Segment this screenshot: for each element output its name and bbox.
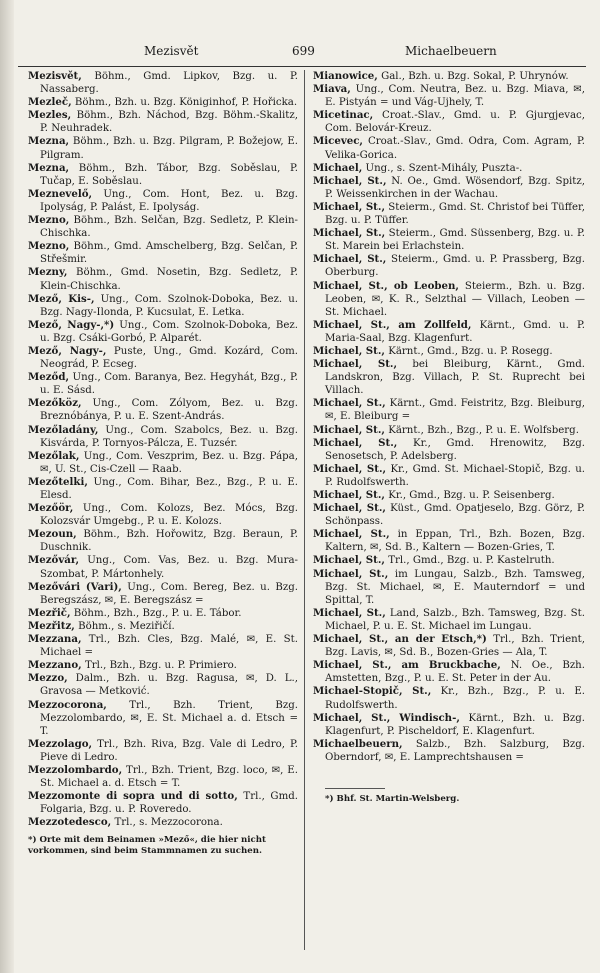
left-column xyxy=(28,70,298,857)
entry-headword: Mező, Kis-, xyxy=(28,292,95,305)
entry-headword: Michael-Stopič, St., xyxy=(313,685,432,698)
entry-description: Trl., Gmd., Bzg. u. P. Kastelruth. xyxy=(388,555,555,567)
entry-description: Salzb., Bzh. Salzburg, Bzg. Oberndorf, ✉, E. Lamprechtshausen = xyxy=(325,738,585,763)
entry-headword: Mezőör, xyxy=(28,502,74,515)
entry-headword: Mezzomonte di sopra und di sotto, xyxy=(28,790,238,803)
entry-description: Ung., Com. Vas, Bez. u. Bzg. Mura-Szombat, P. Mártonhely. xyxy=(40,555,298,580)
entry-description: bei Bleiburg, Kärnt., Gmd. Landskron, Bzg. Villach, P. St. Ruprecht bei Villach. xyxy=(325,359,585,397)
entry-description: Böhm., Bzh., Bzg., P. u. E. Tábor. xyxy=(73,607,242,619)
gazetteer-entry xyxy=(28,607,298,620)
entry-headword: Michael, St., xyxy=(313,227,386,240)
gazetteer-entry xyxy=(313,175,585,201)
entry-description: Steierm., Gmd. St. Christof bei Tüffer, Bzg. u. P. Tüffer. xyxy=(325,201,585,227)
entry-headword: Michael, St., xyxy=(313,200,385,213)
entry-headword: Mezleč, xyxy=(28,96,72,109)
entry-headword: Meznevelő, xyxy=(28,187,93,200)
entry-headword: Michael, St., xyxy=(313,528,390,541)
gazetteer-entry xyxy=(313,424,585,437)
gazetteer-entry xyxy=(28,764,298,790)
gazetteer-entry xyxy=(28,188,298,214)
entry-headword: Miava, xyxy=(313,83,351,96)
entry-description: im Lungau, Salzb., Bzh. Tamsweg, Bzg. St. Michael, ✉, E. Mauterndorf = und Spittal, T. xyxy=(325,568,585,606)
footnote xyxy=(28,835,298,856)
gazetteer-entry xyxy=(313,135,585,161)
entry-headword: Mezzo, xyxy=(28,672,68,685)
entry-headword: Mező, Nagy-, xyxy=(28,344,107,357)
entry-description: Trl., Gmd. Folgaria, Bzg. u. P. Roveredo. xyxy=(40,791,298,816)
entry-description: Böhm., Bzh. Hořowitz, Bzg. Beraun, P. Duschnik. xyxy=(40,529,298,554)
entry-headword: Michael, St., xyxy=(313,358,398,371)
entry-description: Böhm., Gmd. Lipkov, Bzg. u. P. Nassaberg. xyxy=(40,71,298,96)
gazetteer-entry xyxy=(28,371,298,397)
entry-headword: Michael, St., an der Etsch,*) xyxy=(313,633,487,646)
page-number: 699 xyxy=(292,44,315,58)
gazetteer-entry xyxy=(313,712,585,738)
entry-description: Gal., Bzh. u. Bzg. Sokal, P. Uhrynów. xyxy=(381,71,569,82)
entry-description: Steierm., Gmd. u. P. Prassberg, Bzg. Oberburg. xyxy=(325,254,585,279)
entry-headword: Mezny, xyxy=(28,266,68,279)
entry-headword: Mezőlak, xyxy=(28,449,80,462)
entry-headword: Michael, St., xyxy=(313,502,386,515)
entry-headword: Micevec, xyxy=(313,135,363,148)
entry-description: Kärnt., Bzh., Bzg., P. u. E. Wolfsberg. xyxy=(388,424,579,436)
footnote-text: *) Orte mit dem Beinamen »Mező«, die hier nicht vorkommen, sind beim Stammnamen zu suchen. xyxy=(28,835,267,857)
gazetteer-entry xyxy=(313,437,585,463)
entry-headword: Michael, St., xyxy=(313,397,386,410)
gazetteer-entry xyxy=(28,620,298,633)
gazetteer-entry xyxy=(28,659,298,672)
entry-description: Trl., Bzh. Riva, Bzg. Vale di Ledro, P. Pieve di Ledro. xyxy=(40,738,298,763)
gazetteer-entry xyxy=(313,280,585,319)
entry-description: Ung., Com. Szolnok-Doboka, Bez. u. Bzg. Csáki-Gorbó, P. Alparét. xyxy=(40,319,299,344)
gazetteer-entry xyxy=(313,227,585,253)
gazetteer-entry xyxy=(313,528,585,554)
gazetteer-entry xyxy=(28,214,298,240)
entry-headword: Mezřitz, xyxy=(28,619,75,632)
entry-description: Ung., Com. Hont, Bez. u. Bzg. Ipolyság, P. Palást, E. Ipolyság. xyxy=(40,188,298,213)
entry-description: Croat.-Slav., Gmd. Odra, Com. Agram, P. Velika-Gorica. xyxy=(325,136,585,161)
gazetteer-entry xyxy=(28,240,298,266)
gazetteer-entry xyxy=(313,554,585,567)
gazetteer-entry xyxy=(313,201,585,227)
gazetteer-entry xyxy=(28,345,298,371)
entry-description: Böhm., Gmd. Amschelberg, Bzg. Selčan, P. Střešmir. xyxy=(40,241,298,266)
entry-description: Kr., Gmd., Bzg. u. P. Seisenberg. xyxy=(388,490,555,501)
right-column xyxy=(313,70,585,806)
gazetteer-entry xyxy=(28,266,298,292)
gazetteer-entry xyxy=(28,424,298,450)
gazetteer-entry xyxy=(28,738,298,764)
entry-description: Kr., Gmd. St. Michael-Stopič, Bzg. u. P. Rudolfswerth. xyxy=(325,463,585,488)
entry-description: in Eppan, Trl., Bzh. Bozen, Bzg. Kaltern, ✉, Sd. B., Kaltern — Bozen-Gries, T. xyxy=(325,529,585,554)
entry-headword: Michael, St., xyxy=(313,606,386,619)
entry-headword: Mező, Nagy-,*) xyxy=(28,318,115,331)
entry-description: Puste, Ung., Gmd. Kozárd, Com. Neográd, P. Ecseg. xyxy=(40,345,298,371)
entry-headword: Michael, St., xyxy=(313,436,398,449)
entry-headword: Mezzotedesco, xyxy=(28,816,112,829)
gazetteer-entry xyxy=(28,528,298,554)
gazetteer-entry xyxy=(313,358,585,397)
entry-headword: Michael, St., xyxy=(313,489,385,501)
entry-description: N. Oe., Bzh. Amstetten, Bzg., P. u. E. St. Peter in der Au. xyxy=(325,660,585,685)
header-right-catchword: Michaelbeuern xyxy=(405,44,497,58)
entry-description: Trl., Bzh. Trient, Bzg. Mezzolombardo, ✉, E. St. Michael a. d. Etsch = T. xyxy=(40,699,298,737)
entry-headword: Mezőladány, xyxy=(28,423,99,436)
gazetteer-entry xyxy=(313,397,585,423)
entry-headword: Michael, St., xyxy=(313,462,387,475)
entry-description: Ung., Com. Szabolcs, Bez. u. Bzg. Kisvárda, P. Tornyos-Pálcza, E. Tuzsér. xyxy=(40,424,299,449)
entry-description: Kr., Bzh., Bzg., P. u. E. Rudolfswerth. xyxy=(325,686,585,711)
entry-description: Trl., Bzh. Trient, Bzg. Lavis, ✉, Sd. B., Bozen-Gries — Ala, T. xyxy=(325,634,585,659)
entry-description: Kärnt., Gmd., Bzg. u. P. Rosegg. xyxy=(388,345,553,357)
gazetteer-entry xyxy=(28,293,298,319)
entry-headword: Mezővár, xyxy=(28,554,80,567)
entry-headword: Michael, St., xyxy=(313,423,385,436)
entry-headword: Mezles, xyxy=(28,109,72,122)
entry-headword: Mezisvět, xyxy=(28,70,82,82)
gazetteer-entry xyxy=(313,253,585,279)
gazetteer-entry xyxy=(28,699,298,738)
entry-headword: Mezzolago, xyxy=(28,737,93,750)
gazetteer-entry xyxy=(28,476,298,502)
entry-description: Ung., Com. Bereg, Bez. u. Bzg. Beregszász, ✉, E. Beregszász = xyxy=(40,581,299,606)
entry-headword: Mezno, xyxy=(28,240,70,253)
entry-headword: Michael, St., xyxy=(313,253,387,266)
gazetteer-entry xyxy=(313,345,585,358)
entry-headword: Mezzano, xyxy=(28,659,82,672)
gazetteer-entry xyxy=(313,70,585,83)
gazetteer-entry xyxy=(313,607,585,633)
gazetteer-entry xyxy=(313,162,585,175)
entry-description: N. Oe., Gmd. Wösendorf, Bzg. Spitz, P. Weissenkirchen in der Wachau. xyxy=(325,175,585,200)
entry-headword: Mezna, xyxy=(28,161,70,174)
entry-headword: Mezzolombardo, xyxy=(28,763,123,776)
gazetteer-entry xyxy=(28,672,298,698)
entry-description: Böhm., Bzh. Náchod, Bzg. Böhm.-Skalitz, P. Neuhradek. xyxy=(40,110,298,135)
entry-description: Ung., Com. Baranya, Bez. Hegyhát, Bzg., P. u. E. Sásd. xyxy=(40,372,298,397)
gazetteer-entry xyxy=(28,397,298,423)
gazetteer-entry xyxy=(28,554,298,580)
gazetteer-entry xyxy=(313,109,585,135)
entry-headword: Mezőköz, xyxy=(28,397,82,410)
gazetteer-entry xyxy=(28,633,298,659)
entry-description: Ung., Com. Szolnok-Doboka, Bez. u. Bzg. Nagy-Ilonda, P. Kucsulat, E. Letka. xyxy=(40,293,298,318)
page-header xyxy=(0,44,600,64)
entry-headword: Mezno, xyxy=(28,214,70,227)
gazetteer-entry xyxy=(28,70,298,96)
entry-headword: Mezővári (Vari), xyxy=(28,580,122,593)
entry-headword: Mezoun, xyxy=(28,528,77,541)
entry-description: Ung., Com. Bihar, Bez., Bzg., P. u. E. Elesd. xyxy=(40,476,298,501)
entry-description: Steierm., Gmd. Süssenberg, Bzg. u. P. St. Marein bei Erlachstein. xyxy=(325,228,585,253)
entry-headword: Michaelbeuern, xyxy=(313,737,403,750)
header-left-catchword: Mezisvět xyxy=(144,44,199,58)
entry-description: Land, Salzb., Bzh. Tamsweg, Bzg. St. Michael, P. u. E. St. Michael im Lungau. xyxy=(325,607,585,632)
gazetteer-entry xyxy=(28,109,298,135)
entry-headword: Mezna, xyxy=(28,135,70,148)
entry-description: Trl., Bzh. Trient, Bzg. loco, ✉, E. St. Michael a. d. Etsch = T. xyxy=(40,764,298,790)
gazetteer-entry xyxy=(28,790,298,816)
gazetteer-entry xyxy=(28,319,298,345)
entry-description: Ung., Com. Veszprim, Bez. u. Bzg. Pápa, ✉, U. St., Cis-Czell — Raab. xyxy=(40,450,298,475)
entry-description: Ung., s. Szent-Mihály, Puszta-. xyxy=(365,162,523,174)
gazetteer-entry xyxy=(313,568,585,607)
entry-description: Kr., Gmd. Hrenowitz, Bzg. Senosetsch, P. Adelsberg. xyxy=(325,437,585,462)
page-spine-shadow xyxy=(0,0,14,973)
entry-description: Kärnt., Gmd. Feistritz, Bzg. Bleiburg, ✉, E. Bleiburg = xyxy=(325,398,585,423)
gazetteer-entry xyxy=(28,96,298,109)
gazetteer-entry xyxy=(28,135,298,161)
entry-description: Böhm., s. Meziřičí. xyxy=(78,620,175,632)
gazetteer-entry xyxy=(313,659,585,685)
footnote xyxy=(313,788,585,806)
gazetteer-entry xyxy=(313,633,585,659)
entry-description: Böhm., Bzh. u. Bzg. Königinhof, P. Hořicka. xyxy=(74,97,298,109)
entry-headword: Mezzana, xyxy=(28,633,82,646)
entry-description: Ung., Com. Zólyom, Bez. u. Bzg. Breznóbánya, P. u. E. Szent-András. xyxy=(40,398,298,423)
entry-description: Dalm., Bzh. u. Bzg. Ragusa, ✉, D. L., Gravosa — Metković. xyxy=(40,673,298,698)
header-rule xyxy=(18,66,586,67)
entry-description: Kärnt., Gmd. u. P. Maria-Saal, Bzg. Klagenfurt. xyxy=(325,319,585,344)
entry-headword: Michael, St., xyxy=(313,174,387,187)
entry-description: Croat.-Slav., Gmd. u. P. Gjurgjevac, Com. Belovár-Kreuz. xyxy=(325,110,585,135)
entry-headword: Mezőtelki, xyxy=(28,475,88,488)
entry-headword: Mezzocorona, xyxy=(28,698,107,711)
entry-description: Trl., s. Mezzocorona. xyxy=(114,817,223,829)
entry-headword: Michael, St., xyxy=(313,567,389,580)
entry-headword: Michael, St., am Zollfeld, xyxy=(313,318,472,331)
entry-headword: Michael, St., Windisch-, xyxy=(313,711,460,724)
entry-description: Trl., Bzh. Cles, Bzg. Malé, ✉, E. St. Michael = xyxy=(40,634,298,659)
entry-headword: Michael, St., ob Leoben, xyxy=(313,279,459,292)
entry-description: Kärnt., Bzh. u. Bzg. Klagenfurt, P. Pischeldorf, E. Klagenfurt. xyxy=(325,712,585,737)
entry-description: Trl., Bzh., Bzg. u. P. Primiero. xyxy=(84,660,237,672)
gazetteer-entry xyxy=(28,502,298,528)
gazetteer-entry xyxy=(313,83,585,109)
entry-headword: Meződ, xyxy=(28,371,70,384)
entry-description: Ung., Com. Neutra, Bez. u. Bzg. Miava, ✉, E. Pistyán = und Vág-Ujhely, T. xyxy=(325,84,585,109)
entry-headword: Mianowice, xyxy=(313,70,378,82)
entry-description: Böhm., Bzh. Tábor, Bzg. Soběslau, P. Tučap, E. Soběslau. xyxy=(40,162,298,187)
entry-headword: Micetinac, xyxy=(313,109,374,122)
gazetteer-entry xyxy=(28,450,298,476)
entry-headword: Michael, xyxy=(313,161,363,174)
gazetteer-entry xyxy=(313,319,585,345)
entry-description: Böhm., Bzh. Selčan, Bzg. Sedletz, P. Klein-Chischka. xyxy=(40,215,298,240)
entry-headword: Michael, St., xyxy=(313,554,385,567)
gazetteer-entry xyxy=(28,816,298,829)
entry-description: Böhm., Gmd. Nosetin, Bzg. Sedletz, P. Klein-Chischka. xyxy=(40,267,298,292)
gazetteer-entry xyxy=(313,738,585,764)
entry-headword: Mezřič, xyxy=(28,606,71,619)
footnote-text: *) Bhf. St. Martin-Welsberg. xyxy=(325,793,460,804)
entry-description: Ung., Com. Kolozs, Bez. Mócs, Bzg. Kolozsvár Umgebg., P. u. E. Kolozs. xyxy=(40,503,298,528)
gazetteer-entry xyxy=(28,162,298,188)
entry-headword: Michael, St., am Bruckbache, xyxy=(313,659,501,672)
entry-description: Steierm., Bzh. u. Bzg. Leoben, ✉, K. R., Selzthal — Villach, Leoben — St. Michael. xyxy=(325,280,585,318)
column-divider xyxy=(304,70,305,950)
entry-headword: Michael, St., xyxy=(313,344,385,357)
entry-description: Küst., Gmd. Opatjeselo, Bzg. Görz, P. Schönpass. xyxy=(325,503,585,528)
gazetteer-entry xyxy=(28,581,298,607)
gazetteer-entry xyxy=(313,463,585,489)
entry-description: Böhm., Bzh. u. Bzg. Pilgram, P. Božejow, E. Pilgram. xyxy=(40,136,299,161)
gazetteer-entry xyxy=(313,502,585,528)
gazetteer-entry xyxy=(313,489,585,502)
gazetteer-entry xyxy=(313,685,585,711)
